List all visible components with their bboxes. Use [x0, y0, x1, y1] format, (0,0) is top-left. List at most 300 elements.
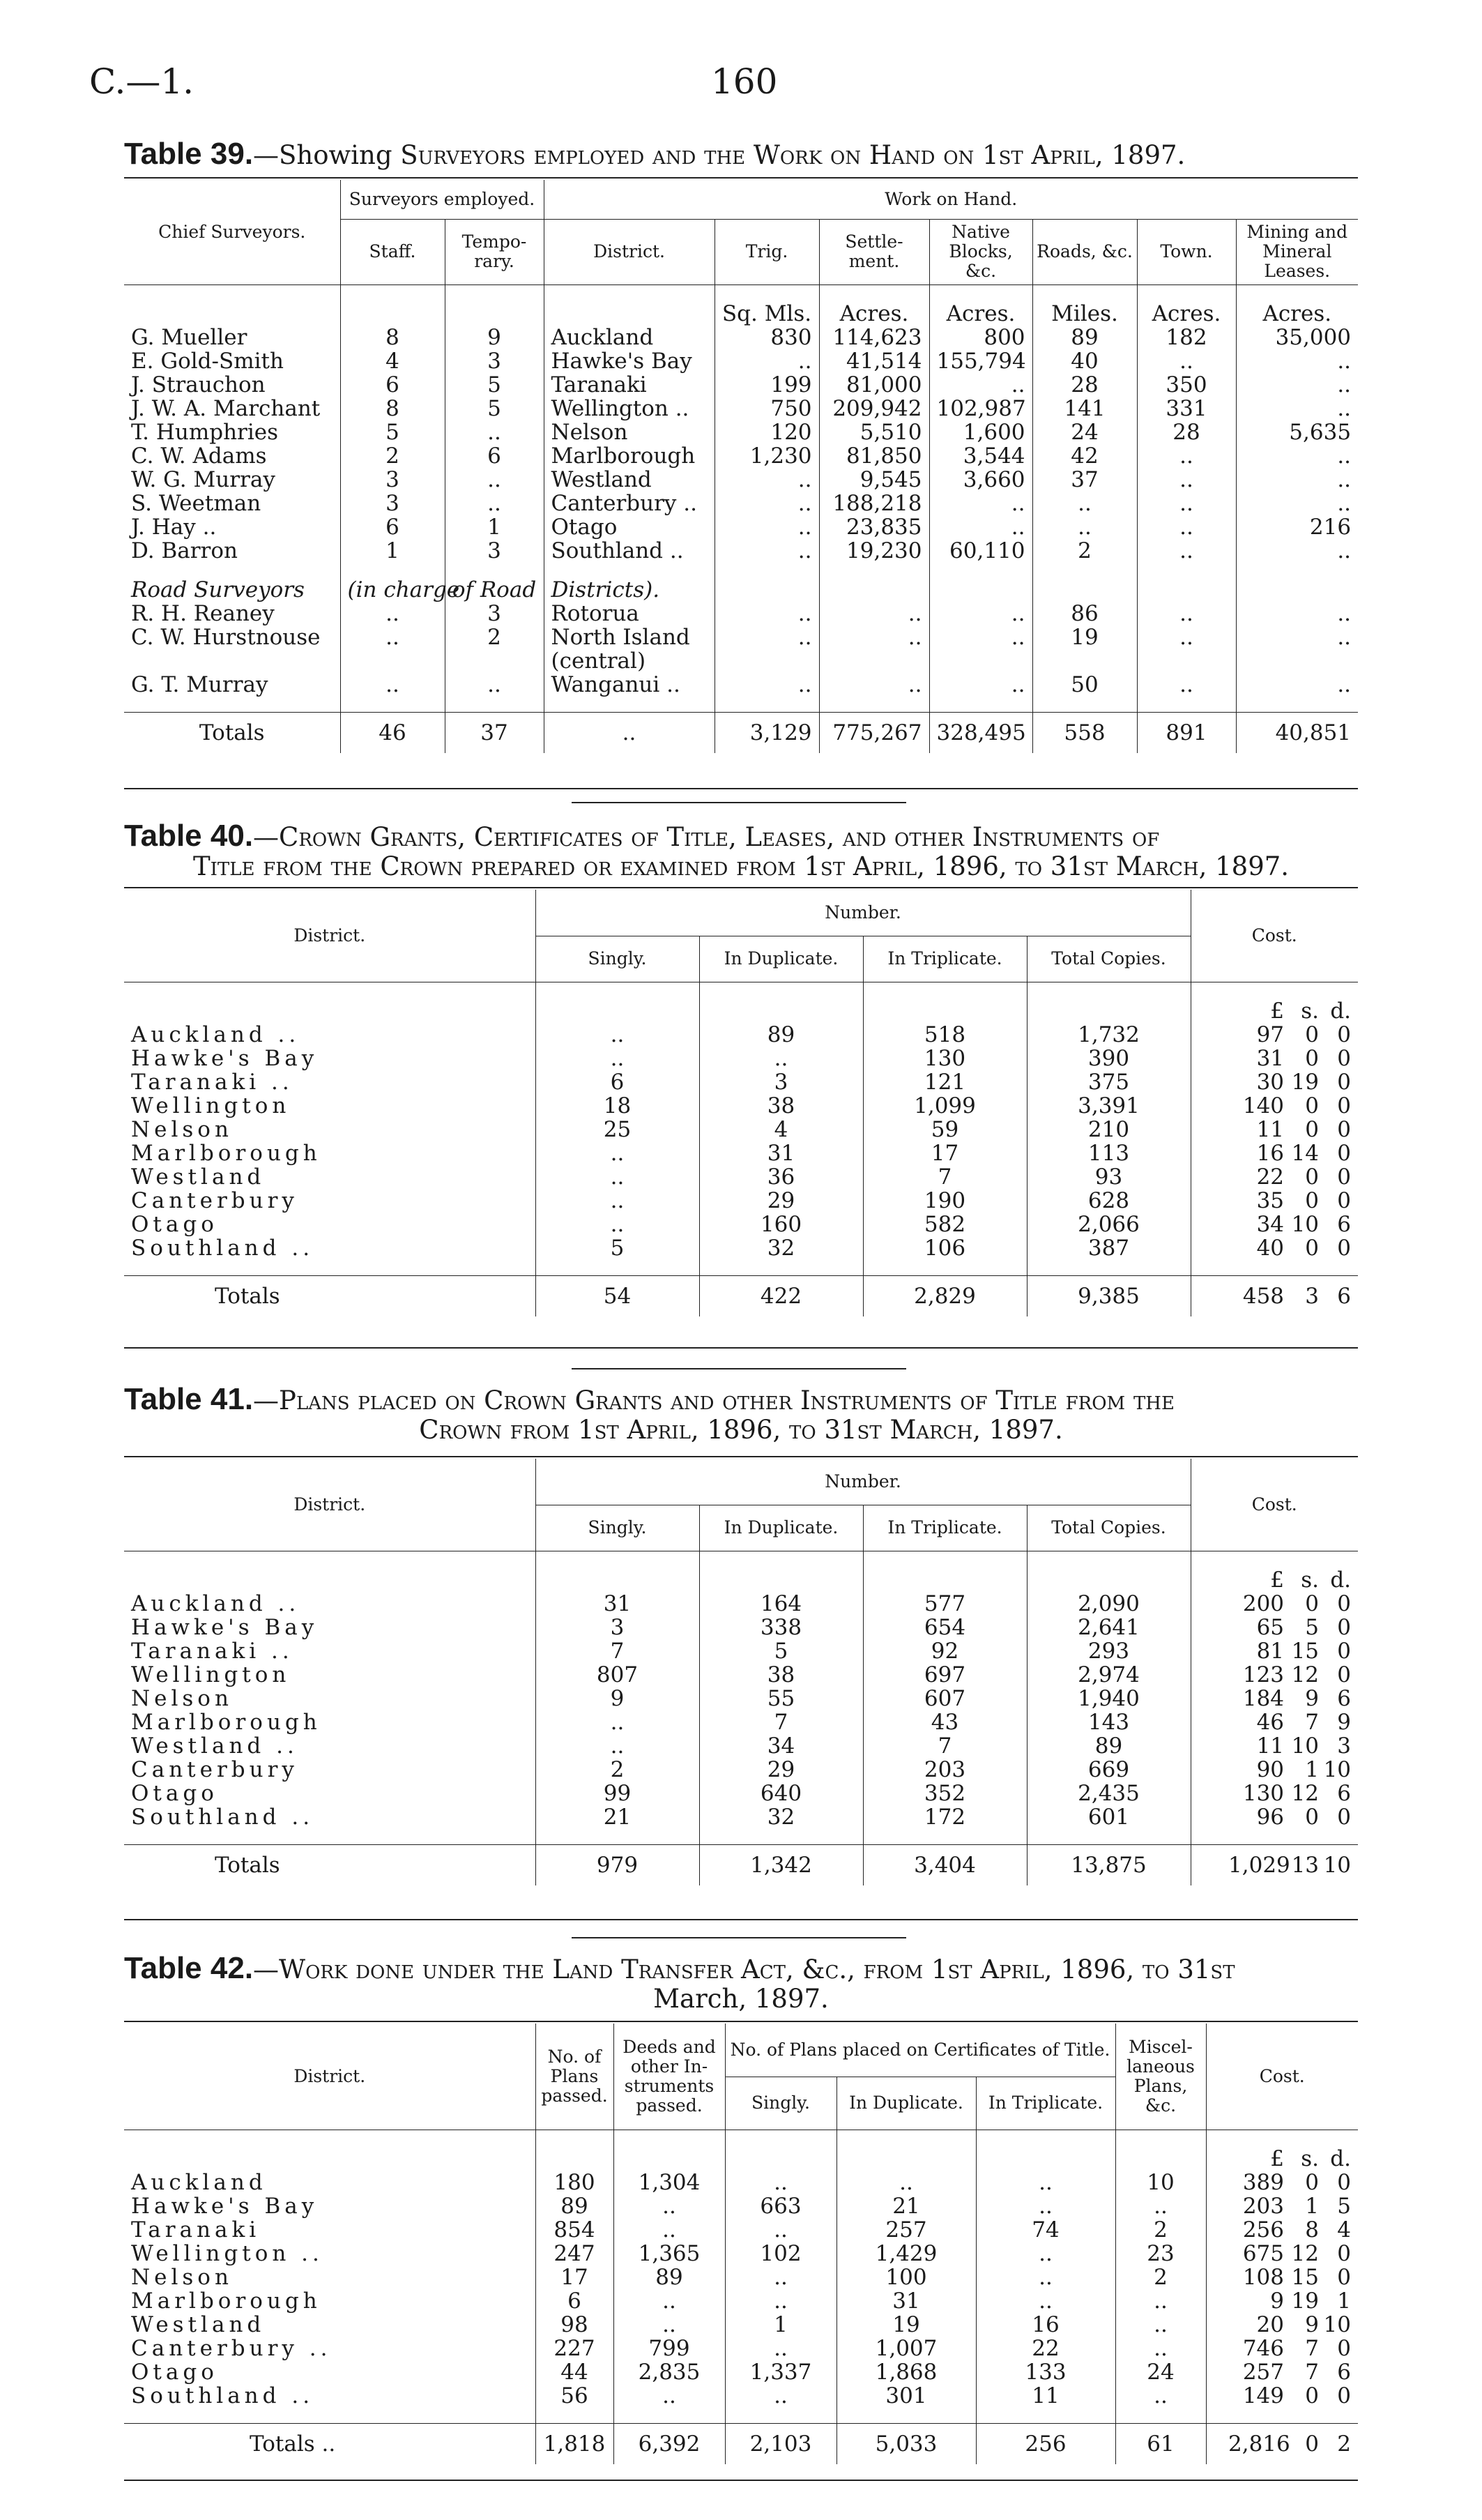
cost-units: £ s. d. — [1270, 1567, 1352, 1593]
totals-cell: 13,875 — [1027, 1844, 1191, 1885]
number-cell: 38 — [699, 1094, 863, 1118]
totals-cell: 891 — [1137, 712, 1236, 753]
table-cell: .. — [445, 468, 544, 492]
totals-label: Totals — [124, 1844, 535, 1885]
number-cell: 98 — [535, 2313, 613, 2337]
road-surveyors-label: of Road — [445, 578, 544, 602]
number-cell: 5 — [535, 1236, 699, 1260]
spacer-cell — [1236, 697, 1358, 713]
table-cell: 2 — [445, 625, 544, 673]
cost-cell: 40 0 0 — [1256, 1235, 1352, 1261]
totals-cell: 61 — [1115, 2423, 1206, 2464]
number-cell: 121 — [863, 1070, 1027, 1094]
table-40-header-duplicate: In Duplicate. — [699, 936, 863, 982]
number-cell: 5 — [699, 1639, 863, 1663]
table-cell: 5 — [445, 373, 544, 397]
number-cell: 663 — [725, 2194, 837, 2218]
table-41 — [124, 1459, 1358, 1885]
number-cell: 2 — [1115, 2218, 1206, 2242]
table-cell: 23,835 — [819, 515, 929, 539]
cost-cell: 90 1 10 — [1256, 1756, 1352, 1782]
number-cell: 32 — [699, 1236, 863, 1260]
table-cell: .. — [1337, 490, 1352, 516]
table-39-header-surveyors: Surveyors employed. — [340, 180, 544, 219]
table-row — [124, 2384, 1358, 2408]
document-reference: C.—1. — [89, 61, 194, 102]
table-row — [124, 1189, 1358, 1213]
number-cell: 89 — [535, 2194, 613, 2218]
cost-cell: 30 19 0 — [1256, 1069, 1352, 1095]
table-cell: 1,230 — [715, 444, 819, 468]
number-cell: .. — [535, 1213, 699, 1236]
table-cell: Southland .. — [544, 539, 715, 563]
number-cell: .. — [1115, 2289, 1206, 2313]
spacer-cell — [124, 1829, 535, 1845]
spacer-cell — [124, 2408, 535, 2424]
spacer-cell — [725, 2408, 837, 2424]
unit-blank — [340, 284, 445, 326]
table-cell: 5 — [445, 397, 544, 420]
number-cell: 2,835 — [613, 2360, 725, 2384]
table-cell: .. — [445, 673, 544, 697]
unit-blank — [124, 284, 340, 326]
table-39-header-native: Native Blocks, &c. — [929, 219, 1032, 284]
number-cell: 1,007 — [837, 2337, 976, 2360]
cost-cell: 65 5 0 — [1256, 1614, 1352, 1640]
number-cell: 6 — [535, 1070, 699, 1094]
totals-cost: 2,816 0 2 — [1206, 2423, 1358, 2464]
number-cell: .. — [613, 2194, 725, 2218]
totals-cell: 328,495 — [929, 712, 1032, 753]
table-42 — [124, 2024, 1358, 2464]
totals-cell: 2,103 — [725, 2423, 837, 2464]
table-row — [124, 2313, 1358, 2337]
spacer-cell — [124, 697, 340, 713]
number-cell: .. — [725, 2265, 837, 2289]
blank-cell — [837, 2130, 976, 2171]
table-cell: 6 — [445, 444, 544, 468]
blank-cell — [1236, 578, 1358, 602]
table-40-header-number: Number. — [535, 890, 1191, 936]
table-cell: 1 — [445, 515, 544, 539]
number-cell: 59 — [863, 1118, 1027, 1141]
table-cell: 6 — [340, 515, 445, 539]
number-cell: 160 — [699, 1213, 863, 1236]
number-cell: 18 — [535, 1094, 699, 1118]
table-row — [124, 1023, 1358, 1047]
totals-cell: 775,267 — [819, 712, 929, 753]
cost-cell: 123 12 0 — [1242, 1662, 1352, 1687]
table-row — [124, 492, 1358, 515]
number-cell: .. — [535, 1023, 699, 1047]
number-cell: .. — [1115, 2313, 1206, 2337]
number-cell: .. — [699, 1047, 863, 1070]
table-42-header-misc: Miscel-laneous Plans, &c. — [1115, 2024, 1206, 2130]
totals-row — [124, 2423, 1358, 2464]
table-41-header-cost: Cost. — [1191, 1459, 1358, 1551]
district-name: Wellington — [124, 1094, 535, 1118]
table-cell: G. Mueller — [124, 326, 340, 349]
table-row — [124, 373, 1358, 397]
table-row — [124, 1592, 1358, 1616]
blank-cell — [863, 1551, 1027, 1592]
table-cell: .. — [715, 602, 819, 625]
table-39-header-town: Town. — [1137, 219, 1236, 284]
number-cell: .. — [976, 2242, 1115, 2265]
number-cell: 31 — [535, 1592, 699, 1616]
district-name: Wellington .. — [124, 2242, 535, 2265]
table-cell: 209,942 — [819, 397, 929, 420]
table-39-title: Table 39.—Showing Surveyors employed and the Work on Hand on 1st April, 1897. — [124, 137, 1186, 171]
cost-cell: 11 0 0 — [1256, 1116, 1352, 1142]
spacer-cell — [699, 1829, 863, 1845]
cost-cell: 97 0 0 — [1256, 1022, 1352, 1047]
spacer-cell — [1137, 697, 1236, 713]
table-cell: .. — [1337, 443, 1352, 469]
number-cell: 4 — [699, 1118, 863, 1141]
number-cell: 247 — [535, 2242, 613, 2265]
table-cell: .. — [929, 625, 1032, 673]
number-cell: 697 — [863, 1663, 1027, 1687]
number-cell: 518 — [863, 1023, 1027, 1047]
table-42-title: Table 42.—Work done under the Land Transfer Act, &c., from 1st April, 1896, to 31st March, 1897. — [124, 1951, 1235, 2014]
number-cell: 799 — [613, 2337, 725, 2360]
cost-cell: 81 15 0 — [1256, 1638, 1352, 1664]
table-42-header-triplicate: In Triplicate. — [976, 2077, 1115, 2130]
table-row — [124, 625, 1358, 673]
table-row — [124, 2360, 1358, 2384]
table-row — [124, 2194, 1358, 2218]
table-cell: .. — [1137, 468, 1236, 492]
unit-label: Miles. — [1032, 284, 1137, 326]
number-cell: 227 — [535, 2337, 613, 2360]
table-cell: D. Barron — [124, 539, 340, 563]
table-42-header-district: District. — [124, 2024, 535, 2130]
number-cell: 89 — [613, 2265, 725, 2289]
number-cell: 6 — [535, 2289, 613, 2313]
number-cell: 669 — [1027, 1758, 1191, 1782]
table-42-bottom-rule — [124, 2480, 1358, 2481]
spacer-cell — [535, 1829, 699, 1845]
road-surveyors-label: Road Surveyors — [124, 578, 340, 602]
table-row — [124, 1118, 1358, 1141]
table-cell: .. — [929, 602, 1032, 625]
table-cell: .. — [340, 673, 445, 697]
number-cell: .. — [535, 1734, 699, 1758]
spacer-cell — [124, 563, 340, 578]
district-name: Southland .. — [124, 1805, 535, 1829]
totals-row — [124, 712, 1358, 753]
table-41-header-singly: Singly. — [535, 1505, 699, 1551]
table-42-label: Table 42. — [124, 1951, 254, 1985]
number-cell: .. — [976, 2265, 1115, 2289]
spacer-cell — [863, 1260, 1027, 1276]
blank-cell — [699, 1551, 863, 1592]
cost-cell: 675 12 0 — [1242, 2240, 1351, 2266]
cost-cell: 22 0 0 — [1256, 1164, 1352, 1190]
number-cell: 7 — [863, 1165, 1027, 1189]
table-cell: Rotorua — [544, 602, 715, 625]
table-cell: .. — [1337, 600, 1352, 626]
table-row — [124, 1141, 1358, 1165]
table-cell: 40 — [1032, 349, 1137, 373]
table-cell: .. — [445, 420, 544, 444]
totals-row — [124, 1844, 1358, 1885]
totals-cell: .. — [544, 712, 715, 753]
road-surveyors-label: (in charge — [340, 578, 445, 602]
table-cell: 3 — [340, 468, 445, 492]
table-cell: .. — [445, 492, 544, 515]
number-cell: 1,337 — [725, 2360, 837, 2384]
table-41-header-duplicate: In Duplicate. — [699, 1505, 863, 1551]
table-cell: .. — [715, 492, 819, 515]
number-cell: 10 — [1115, 2171, 1206, 2194]
number-cell: .. — [535, 1047, 699, 1070]
table-cell: 37 — [1032, 468, 1137, 492]
district-name: Otago — [124, 2360, 535, 2384]
unit-label: Acres. — [929, 284, 1032, 326]
table-cell: 50 — [1032, 673, 1137, 697]
cost-cell: 746 7 0 — [1242, 2335, 1351, 2361]
district-name: Canterbury — [124, 1189, 535, 1213]
table-row — [124, 1710, 1358, 1734]
table-row — [124, 1236, 1358, 1260]
number-cell: 628 — [1027, 1189, 1191, 1213]
number-cell: 601 — [1027, 1805, 1191, 1829]
number-cell: 16 — [976, 2313, 1115, 2337]
cost-cell: 108 15 0 — [1242, 2264, 1351, 2290]
table-cell: .. — [1337, 538, 1352, 563]
district-name: Southland .. — [124, 2384, 535, 2408]
spacer-cell — [837, 2408, 976, 2424]
district-name: Nelson — [124, 1118, 535, 1141]
blank-cell — [976, 2130, 1115, 2171]
district-name: Auckland — [124, 2171, 535, 2194]
table-cell: .. — [715, 539, 819, 563]
blank-cell — [613, 2130, 725, 2171]
totals-cell: 2,829 — [863, 1275, 1027, 1316]
table-row — [124, 349, 1358, 373]
number-cell: .. — [535, 1189, 699, 1213]
table-40-top-rule — [124, 887, 1358, 888]
table-39-header-trig: Trig. — [715, 219, 819, 284]
number-cell: 93 — [1027, 1165, 1191, 1189]
number-cell: 640 — [699, 1782, 863, 1805]
table-cell: .. — [1137, 444, 1236, 468]
spacer-cell — [819, 563, 929, 578]
table-cell: 28 — [1137, 420, 1236, 444]
cost-cell: 31 0 0 — [1256, 1045, 1352, 1071]
totals-cell: 1,818 — [535, 2423, 613, 2464]
spacer-cell — [340, 697, 445, 713]
spacer-cell — [699, 1260, 863, 1276]
table-cell: 1,600 — [929, 420, 1032, 444]
table-cell: .. — [1137, 539, 1236, 563]
spacer-cell — [819, 697, 929, 713]
number-cell: 89 — [1027, 1734, 1191, 1758]
table-cell: .. — [1337, 395, 1352, 421]
table-cell: .. — [1137, 515, 1236, 539]
number-cell: 3,391 — [1027, 1094, 1191, 1118]
cost-cell: 34 10 6 — [1256, 1211, 1352, 1237]
cost-units: £ s. d. — [1270, 998, 1352, 1024]
number-cell: 56 — [535, 2384, 613, 2408]
number-cell: 113 — [1027, 1141, 1191, 1165]
table-row — [124, 1663, 1358, 1687]
number-cell: 29 — [699, 1758, 863, 1782]
number-cell: 17 — [535, 2265, 613, 2289]
table-cell: .. — [929, 492, 1032, 515]
table-cell: J. Strauchon — [124, 373, 340, 397]
district-name: Wellington — [124, 1663, 535, 1687]
table-cell: 3 — [445, 539, 544, 563]
blank-cell — [124, 1551, 535, 1592]
blank-cell — [124, 2130, 535, 2171]
table-cell: 5,510 — [819, 420, 929, 444]
number-cell: 7 — [699, 1710, 863, 1734]
district-name: Canterbury — [124, 1758, 535, 1782]
table-cell: 3,660 — [929, 468, 1032, 492]
table-row — [124, 673, 1358, 697]
table-cell: G. T. Murray — [124, 673, 340, 697]
table-row — [124, 539, 1358, 563]
table-row — [124, 1094, 1358, 1118]
table-row — [124, 1213, 1358, 1236]
table-row — [124, 326, 1358, 349]
number-cell: 11 — [976, 2384, 1115, 2408]
blank-cell — [124, 982, 535, 1023]
unit-label: Acres. — [1262, 301, 1332, 326]
table-cell: Westland — [544, 468, 715, 492]
number-cell: 180 — [535, 2171, 613, 2194]
number-cell: 577 — [863, 1592, 1027, 1616]
number-cell: 25 — [535, 1118, 699, 1141]
number-cell: 130 — [863, 1047, 1027, 1070]
table-cell: Otago — [544, 515, 715, 539]
table-row — [124, 2218, 1358, 2242]
table-cell: 188,218 — [819, 492, 929, 515]
table-cell: .. — [1137, 349, 1236, 373]
number-cell: 102 — [725, 2242, 837, 2265]
number-cell: 22 — [976, 2337, 1115, 2360]
number-cell: 203 — [863, 1758, 1027, 1782]
number-cell: 301 — [837, 2384, 976, 2408]
cost-cell: 256 8 4 — [1242, 2217, 1351, 2242]
spacer-cell — [1191, 1260, 1358, 1276]
number-cell: 654 — [863, 1616, 1027, 1639]
table-cell: 6 — [340, 373, 445, 397]
table-cell: 199 — [715, 373, 819, 397]
table-41-title: Table 41.—Plans placed on Crown Grants and other Instruments of Title from the Crown from 1st April, 1896, to 31st March, 1897. — [124, 1382, 1175, 1445]
totals-cell: 6,392 — [613, 2423, 725, 2464]
table-row — [124, 1070, 1358, 1094]
table-40-title: Table 40.—Crown Grants, Certificates of Title, Leases, and other Instruments of Title from the Crown prepared or examined from 1st April, 1896, to 31st March, 1897. — [124, 819, 1290, 881]
table-cell: 182 — [1137, 326, 1236, 349]
district-name: Marlborough — [124, 1710, 535, 1734]
spacer-cell — [1191, 1829, 1358, 1845]
number-cell: 2,435 — [1027, 1782, 1191, 1805]
table-row — [124, 1805, 1358, 1829]
table-cell: 19,230 — [819, 539, 929, 563]
table-39-top-rule — [124, 177, 1358, 179]
cost-cell: 257 7 6 — [1242, 2359, 1351, 2385]
district-name: Otago — [124, 1782, 535, 1805]
table-39-header-settlement: Settle-ment. — [819, 219, 929, 284]
number-cell: .. — [613, 2313, 725, 2337]
district-name: Hawke's Bay — [124, 1616, 535, 1639]
totals-cell: 3,129 — [715, 712, 819, 753]
table-cell: .. — [1137, 602, 1236, 625]
table-39-header-chief: Chief Surveyors. — [124, 180, 340, 284]
table-cell: Auckland — [544, 326, 715, 349]
blank-cell — [535, 1551, 699, 1592]
totals-cell: 46 — [340, 712, 445, 753]
table-cell: 4 — [340, 349, 445, 373]
spacer-cell — [445, 697, 544, 713]
table-cell: .. — [1337, 624, 1352, 650]
table-cell: 141 — [1032, 397, 1137, 420]
number-cell: 31 — [837, 2289, 976, 2313]
table-cell: 19 — [1032, 625, 1137, 673]
table-42-header-plans-passed: No. of Plans passed. — [535, 2024, 613, 2130]
table-41-header-total: Total Copies. — [1027, 1505, 1191, 1551]
number-cell: 32 — [699, 1805, 863, 1829]
table-39 — [124, 180, 1358, 753]
table-cell: 331 — [1137, 397, 1236, 420]
table-cell: North Island (central) — [544, 625, 715, 673]
number-cell: 100 — [837, 2265, 976, 2289]
number-cell: 44 — [535, 2360, 613, 2384]
number-cell: 1,868 — [837, 2360, 976, 2384]
number-cell: .. — [1115, 2194, 1206, 2218]
table-40-header-total: Total Copies. — [1027, 936, 1191, 982]
cost-cell: 149 0 0 — [1242, 2383, 1351, 2408]
number-cell: .. — [976, 2289, 1115, 2313]
blank-cell — [1032, 578, 1137, 602]
district-name: Nelson — [124, 1687, 535, 1710]
spacer-cell — [535, 2408, 613, 2424]
number-cell: .. — [613, 2384, 725, 2408]
table-cell: 830 — [715, 326, 819, 349]
spacer-cell — [976, 2408, 1115, 2424]
spacer-cell — [544, 563, 715, 578]
separator-rule — [572, 1368, 906, 1369]
table-40-header-singly: Singly. — [535, 936, 699, 982]
unit-label: Sq. Mls. — [715, 284, 819, 326]
table-cell: .. — [929, 673, 1032, 697]
number-cell: .. — [1115, 2384, 1206, 2408]
number-cell: 1,099 — [863, 1094, 1027, 1118]
table-cell: .. — [929, 515, 1032, 539]
table-cell: T. Humphries — [124, 420, 340, 444]
table-cell: Canterbury .. — [544, 492, 715, 515]
table-cell: C. W. Adams — [124, 444, 340, 468]
number-cell: 1,304 — [613, 2171, 725, 2194]
road-surveyors-label: Districts). — [544, 578, 715, 602]
unit-blank — [544, 284, 715, 326]
totals-cell: 558 — [1032, 712, 1137, 753]
district-name: Auckland .. — [124, 1592, 535, 1616]
cost-cell: 11 10 3 — [1256, 1733, 1352, 1759]
table-40 — [124, 890, 1358, 1316]
units-row — [124, 2130, 1358, 2171]
number-cell: 34 — [699, 1734, 863, 1758]
units-row — [124, 284, 1358, 326]
district-name: Marlborough — [124, 1141, 535, 1165]
spacer-cell — [715, 563, 819, 578]
table-row — [124, 468, 1358, 492]
table-cell: 5 — [340, 420, 445, 444]
